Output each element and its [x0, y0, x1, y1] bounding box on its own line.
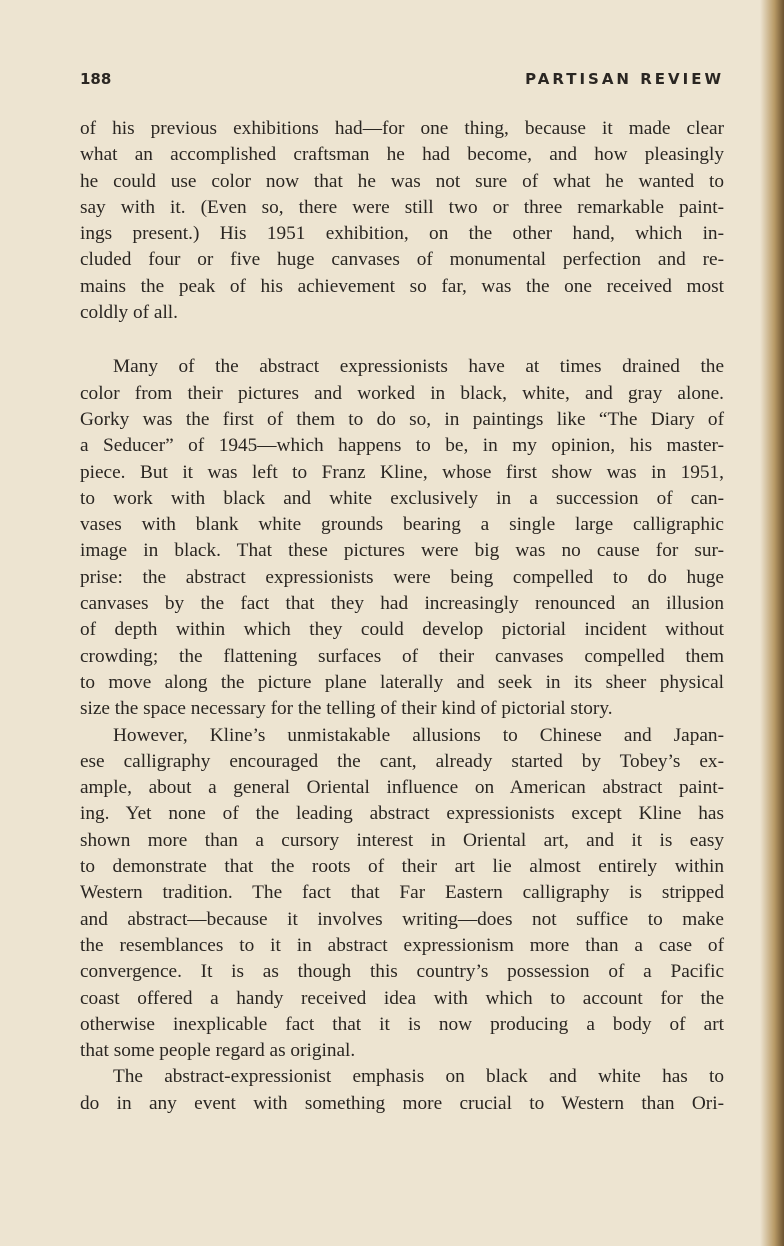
journal-title: PARTISAN REVIEW: [525, 70, 724, 88]
page-number: 188: [80, 70, 112, 88]
text-line: vases with blank white grounds bearing a single large calligraphic: [80, 514, 724, 536]
text-line: the resemblances to it in abstract expressionism more than a case of: [80, 934, 724, 956]
text-line: crowding; the flattening surfaces of their canvases compelled them: [80, 645, 724, 667]
paragraph: [80, 723, 724, 1065]
text-line: However, Kline’s unmistakable allusions to Chinese and Japan-: [113, 724, 724, 746]
text-line: cluded four or five huge canvases of monumental perfection and re-: [80, 249, 724, 271]
text-line: ese calligraphy encouraged the cant, already started by Tobey’s ex-: [80, 750, 724, 772]
text-line: Gorky was the first of them to do so, in paintings like “The Diary of: [80, 408, 724, 430]
text-line: color from their pictures and worked in black, white, and gray alone.: [80, 382, 724, 404]
text-line: say with it. (Even so, there were still two or three remarkable paint-: [80, 196, 724, 218]
text-line: he could use color now that he was not sure of what he wanted to: [80, 170, 724, 192]
text-line: a Seducer” of 1945—which happens to be, in my opinion, his master-: [80, 435, 724, 457]
text-line: to move along the picture plane laterally and seek in its sheer physical: [80, 671, 724, 693]
text-line: image in black. That these pictures were big was no cause for sur-: [80, 540, 724, 562]
text-line: ings present.) His 1951 exhibition, on the other hand, which in-: [80, 223, 724, 245]
text-line: convergence. It is as though this country’s possession of a Pacific: [80, 961, 724, 983]
text-line: to demonstrate that the roots of their art lie almost entirely within: [80, 856, 724, 878]
paragraph: [80, 354, 724, 722]
text-line: do in any event with something more crucial to Western than Ori-: [80, 1092, 724, 1114]
text-line: otherwise inexplicable fact that it is now producing a body of art: [80, 1013, 724, 1035]
text-line: of his previous exhibitions had—for one thing, because it made clear: [80, 118, 724, 139]
text-line: to work with black and white exclusively in a succession of can-: [80, 487, 724, 509]
text-line: Western tradition. The fact that Far Eastern calligraphy is stripped: [80, 882, 724, 904]
text-line: piece. But it was left to Franz Kline, whose first show was in 1951,: [80, 461, 724, 483]
text-line: coldly of all.: [80, 302, 178, 324]
paragraph: [80, 116, 724, 326]
text-line: The abstract-expressionist emphasis on black and white has to: [113, 1066, 724, 1088]
text-line: that some people regard as original.: [80, 1040, 356, 1062]
text-line: coast offered a handy received idea with which to account for the: [80, 987, 724, 1009]
text-line: prise: the abstract expressionists were being compelled to do huge: [80, 566, 724, 588]
text-line: mains the peak of his achievement so far, was the one received most: [80, 275, 724, 297]
text-line: ample, about a general Oriental influence on American abstract paint-: [80, 777, 724, 799]
body-text: [80, 116, 724, 1117]
text-line: ing. Yet none of the leading abstract expressionists except Kline has: [80, 803, 724, 825]
paragraph: [80, 1064, 724, 1117]
text-line: of depth within which they could develop pictorial incident without: [80, 619, 724, 641]
text-line: and abstract—because it involves writing—does not suffice to make: [80, 908, 724, 930]
text-line: what an accomplished craftsman he had become, and how pleasingly: [80, 144, 724, 166]
page-binding-shadow: [760, 0, 784, 1246]
text-line: size the space necessary for the telling of their kind of pictorial story.: [80, 698, 613, 720]
text-line: shown more than a cursory interest in Oriental art, and it is easy: [80, 829, 724, 851]
text-line: canvases by the fact that they had increasingly renounced an illusion: [80, 593, 724, 615]
text-line: Many of the abstract expressionists have at times drained the: [113, 356, 724, 378]
